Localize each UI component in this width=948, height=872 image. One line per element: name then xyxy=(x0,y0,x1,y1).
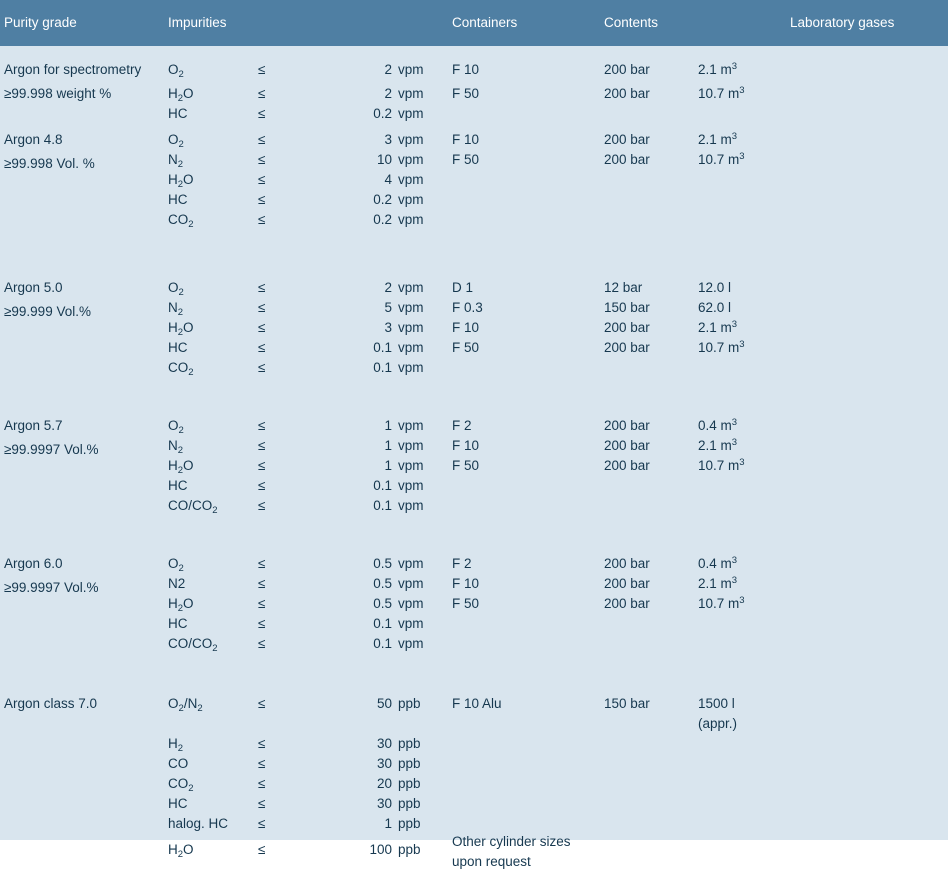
impurity-name: $CO_2$ xyxy=(168,360,194,378)
container-name: F 10 xyxy=(452,132,480,147)
container-pressure: 200 bar xyxy=(604,132,650,147)
purity-grade-spec: ≥99.999 Vol.% xyxy=(4,304,91,319)
impurity-operator: ≤ xyxy=(258,796,266,811)
impurity-operator: ≤ xyxy=(258,636,266,651)
impurity-unit: ppb xyxy=(398,736,421,751)
impurity-name: $O_2$ xyxy=(168,280,184,298)
impurity-operator: ≤ xyxy=(258,696,266,711)
impurity-operator: ≤ xyxy=(258,736,266,751)
container-name: F 10 xyxy=(452,576,480,591)
impurity-value: 1 xyxy=(384,458,392,473)
container-pressure: 200 bar xyxy=(604,458,650,473)
impurity-name: $H_2$ xyxy=(168,736,184,754)
impurity-value: 1 xyxy=(384,816,392,831)
impurity-unit: ppb xyxy=(398,756,421,771)
impurity-operator: ≤ xyxy=(258,62,266,77)
impurity-unit: vpm xyxy=(398,458,424,473)
impurity-operator: ≤ xyxy=(258,418,266,433)
purity-grade-spec: ≥99.998 weight % xyxy=(4,86,112,101)
impurity-name: HC xyxy=(168,192,188,207)
container-name: F 50 xyxy=(452,596,480,611)
column-header-contents: Contents xyxy=(604,15,659,30)
container-contents: 10.7 $m^3$ xyxy=(698,457,745,473)
impurity-unit: vpm xyxy=(398,418,424,433)
impurity-name: CO xyxy=(168,756,189,771)
container-pressure: 150 bar xyxy=(604,300,650,315)
impurity-operator: ≤ xyxy=(258,478,266,493)
table-header-row xyxy=(0,0,948,46)
impurity-value: 100 xyxy=(369,842,392,857)
purity-grade-spec: ≥99.9997 Vol.% xyxy=(4,442,99,457)
impurity-value: 0.5 xyxy=(373,596,392,611)
impurity-name: $H_2O$ xyxy=(168,842,194,860)
impurity-value: 30 xyxy=(376,796,392,811)
impurity-value: 4 xyxy=(384,172,392,187)
impurity-unit: ppb xyxy=(398,696,421,711)
impurity-operator: ≤ xyxy=(258,816,266,831)
purity-grade-name: Argon 4.8 xyxy=(4,132,63,147)
container-pressure: 200 bar xyxy=(604,86,650,101)
impurity-name: $O_2$ xyxy=(168,132,184,150)
container-pressure: 200 bar xyxy=(604,596,650,611)
impurity-value: 0.1 xyxy=(373,478,392,493)
impurity-unit: vpm xyxy=(398,62,424,77)
impurity-unit: vpm xyxy=(398,300,424,315)
impurity-value: 0.2 xyxy=(373,192,392,207)
impurity-value: 1 xyxy=(384,418,392,433)
impurity-operator: ≤ xyxy=(258,86,266,101)
purity-grade-name: Argon 6.0 xyxy=(4,556,63,571)
impurity-unit: vpm xyxy=(398,340,424,355)
impurity-operator: ≤ xyxy=(258,340,266,355)
impurity-unit: vpm xyxy=(398,172,424,187)
container-contents: 62.0 l xyxy=(698,300,732,315)
impurity-operator: ≤ xyxy=(258,616,266,631)
impurity-name: $N_2$ xyxy=(168,438,184,456)
impurity-name: N2 xyxy=(168,576,186,591)
impurity-unit: vpm xyxy=(398,212,424,227)
column-header-purity-grade: Purity grade xyxy=(4,15,77,30)
container-pressure: 200 bar xyxy=(604,576,650,591)
footnote-line-2: upon request xyxy=(452,854,531,869)
impurity-name: $CO/CO_2$ xyxy=(168,636,218,654)
container-name: F 2 xyxy=(452,418,472,433)
impurity-value: 2 xyxy=(384,280,392,295)
impurity-operator: ≤ xyxy=(258,172,266,187)
purity-grade-name: Argon for spectrometry xyxy=(4,62,142,77)
container-name: F 50 xyxy=(452,152,480,167)
impurity-name: $O_2$ xyxy=(168,62,184,80)
impurity-operator: ≤ xyxy=(258,132,266,147)
container-pressure: 200 bar xyxy=(604,62,650,77)
impurity-unit: vpm xyxy=(398,636,424,651)
impurity-value: 0.5 xyxy=(373,556,392,571)
impurity-operator: ≤ xyxy=(258,556,266,571)
impurity-name: HC xyxy=(168,478,188,493)
impurity-name: $N_2$ xyxy=(168,152,184,170)
impurity-name: HC xyxy=(168,340,188,355)
impurity-name: $N_2$ xyxy=(168,300,184,318)
impurity-name: $O_2$ xyxy=(168,418,184,436)
impurity-name: HC xyxy=(168,616,188,631)
impurity-value: 30 xyxy=(376,756,392,771)
impurity-name: $H_2O$ xyxy=(168,172,194,190)
container-pressure: 12 bar xyxy=(604,280,643,295)
impurity-value: 1 xyxy=(384,438,392,453)
impurity-name: $H_2O$ xyxy=(168,596,194,614)
impurity-value: 30 xyxy=(376,736,392,751)
impurity-value: 50 xyxy=(376,696,392,711)
impurity-unit: vpm xyxy=(398,616,424,631)
impurity-operator: ≤ xyxy=(258,320,266,335)
impurity-unit: vpm xyxy=(398,132,424,147)
impurity-name: $H_2O$ xyxy=(168,86,194,104)
impurity-value: 2 xyxy=(384,86,392,101)
impurity-unit: vpm xyxy=(398,478,424,493)
impurity-value: 0.1 xyxy=(373,340,392,355)
impurity-operator: ≤ xyxy=(258,360,266,375)
impurity-unit: ppb xyxy=(398,816,421,831)
impurity-value: 0.1 xyxy=(373,498,392,513)
purity-grade-cell xyxy=(4,416,98,460)
container-contents: 2.1 $m^3$ xyxy=(698,131,738,147)
footnote-line-1: Other cylinder sizes xyxy=(452,834,571,849)
column-header-laboratory-gases: Laboratory gases xyxy=(790,15,895,30)
impurity-operator: ≤ xyxy=(258,438,266,453)
container-name: F 10 xyxy=(452,62,480,77)
impurity-unit: vpm xyxy=(398,596,424,611)
container-pressure: 200 bar xyxy=(604,418,650,433)
impurity-unit: vpm xyxy=(398,152,424,167)
container-contents: 0.4 $m^3$ xyxy=(698,555,738,571)
column-header-impurities: Impurities xyxy=(168,15,227,30)
impurity-unit: ppb xyxy=(398,796,421,811)
impurity-value: 10 xyxy=(376,152,392,167)
impurity-operator: ≤ xyxy=(258,842,266,857)
container-contents: 10.7 $m^3$ xyxy=(698,339,745,355)
purity-grade-name: Argon 5.0 xyxy=(4,280,63,295)
impurity-operator: ≤ xyxy=(258,498,266,513)
impurity-value: 0.5 xyxy=(373,576,392,591)
impurity-unit: vpm xyxy=(398,86,424,101)
impurity-operator: ≤ xyxy=(258,106,266,121)
container-contents: 2.1 $m^3$ xyxy=(698,319,738,335)
container-pressure: 200 bar xyxy=(604,340,650,355)
impurity-unit: vpm xyxy=(398,106,424,121)
purity-grade-cell xyxy=(4,554,98,598)
container-name: F 50 xyxy=(452,458,480,473)
impurity-value: 0.1 xyxy=(373,636,392,651)
container-name: F 50 xyxy=(452,86,480,101)
purity-grade-spec: ≥99.9997 Vol.% xyxy=(4,580,99,595)
container-name: F 50 xyxy=(452,340,480,355)
impurity-unit: vpm xyxy=(398,556,424,571)
purity-grade-cell xyxy=(4,694,97,714)
impurity-operator: ≤ xyxy=(258,280,266,295)
impurity-value: 2 xyxy=(384,62,392,77)
container-pressure: 200 bar xyxy=(604,320,650,335)
impurity-operator: ≤ xyxy=(258,212,266,227)
impurity-name: $CO_2$ xyxy=(168,212,194,230)
impurity-operator: ≤ xyxy=(258,192,266,207)
container-name: F 0.3 xyxy=(452,300,483,315)
impurity-name: $H_2O$ xyxy=(168,458,194,476)
impurity-operator: ≤ xyxy=(258,776,266,791)
container-name: F 10 xyxy=(452,320,480,335)
container-contents: 10.7 $m^3$ xyxy=(698,85,745,101)
container-contents: 10.7 $m^3$ xyxy=(698,595,745,611)
container-contents: 1500 l xyxy=(698,696,735,711)
impurity-value: 3 xyxy=(384,320,392,335)
impurity-name: halog. HC xyxy=(168,816,229,831)
container-contents: 2.1 $m^3$ xyxy=(698,575,738,591)
purity-grade-name: Argon class 7.0 xyxy=(4,696,98,711)
purity-grade-spec: ≥99.998 Vol. % xyxy=(4,156,95,171)
cylinder-sizes-footnote xyxy=(452,832,571,872)
impurity-value: 0.2 xyxy=(373,106,392,121)
container-pressure: 200 bar xyxy=(604,438,650,453)
container-name: F 10 Alu xyxy=(452,696,502,711)
impurity-operator: ≤ xyxy=(258,152,266,167)
impurity-value: 20 xyxy=(376,776,392,791)
impurity-operator: ≤ xyxy=(258,756,266,771)
container-contents: 10.7 $m^3$ xyxy=(698,151,745,167)
impurity-name: $CO/CO_2$ xyxy=(168,498,218,516)
container-contents: 0.4 $m^3$ xyxy=(698,417,738,433)
container-contents: (appr.) xyxy=(698,716,738,731)
impurity-name: HC xyxy=(168,796,188,811)
impurity-unit: vpm xyxy=(398,192,424,207)
impurity-operator: ≤ xyxy=(258,300,266,315)
impurity-value: 5 xyxy=(384,300,392,315)
container-name: F 10 xyxy=(452,438,480,453)
impurity-unit: vpm xyxy=(398,320,424,335)
impurity-value: 0.2 xyxy=(373,212,392,227)
purity-grade-name: Argon 5.7 xyxy=(4,418,63,433)
container-contents: 2.1 $m^3$ xyxy=(698,437,738,453)
container-pressure: 200 bar xyxy=(604,556,650,571)
purity-grade-cell xyxy=(4,60,141,104)
impurity-value: 0.1 xyxy=(373,360,392,375)
impurity-name: $H_2O$ xyxy=(168,320,194,338)
impurity-unit: vpm xyxy=(398,438,424,453)
impurity-name: HC xyxy=(168,106,188,121)
purity-grade-cell xyxy=(4,130,95,174)
impurity-unit: ppb xyxy=(398,842,421,857)
impurity-unit: vpm xyxy=(398,498,424,513)
impurity-unit: vpm xyxy=(398,360,424,375)
impurity-unit: ppb xyxy=(398,776,421,791)
impurity-name: $O_2/N_2$ xyxy=(168,696,203,714)
impurity-value: 0.1 xyxy=(373,616,392,631)
table-body xyxy=(0,46,948,869)
impurity-name: $CO_2$ xyxy=(168,776,194,794)
container-contents: 2.1 $m^3$ xyxy=(698,61,738,77)
impurity-operator: ≤ xyxy=(258,576,266,591)
container-name: D 1 xyxy=(452,280,474,295)
impurity-value: 3 xyxy=(384,132,392,147)
container-pressure: 200 bar xyxy=(604,152,650,167)
column-header-containers: Containers xyxy=(452,15,518,30)
purity-grade-cell xyxy=(4,278,91,322)
container-name: F 2 xyxy=(452,556,472,571)
container-pressure: 150 bar xyxy=(604,696,650,711)
impurity-operator: ≤ xyxy=(258,596,266,611)
impurity-operator: ≤ xyxy=(258,458,266,473)
impurity-name: $O_2$ xyxy=(168,556,184,574)
impurity-unit: vpm xyxy=(398,576,424,591)
impurity-unit: vpm xyxy=(398,280,424,295)
container-contents: 12.0 l xyxy=(698,280,732,295)
